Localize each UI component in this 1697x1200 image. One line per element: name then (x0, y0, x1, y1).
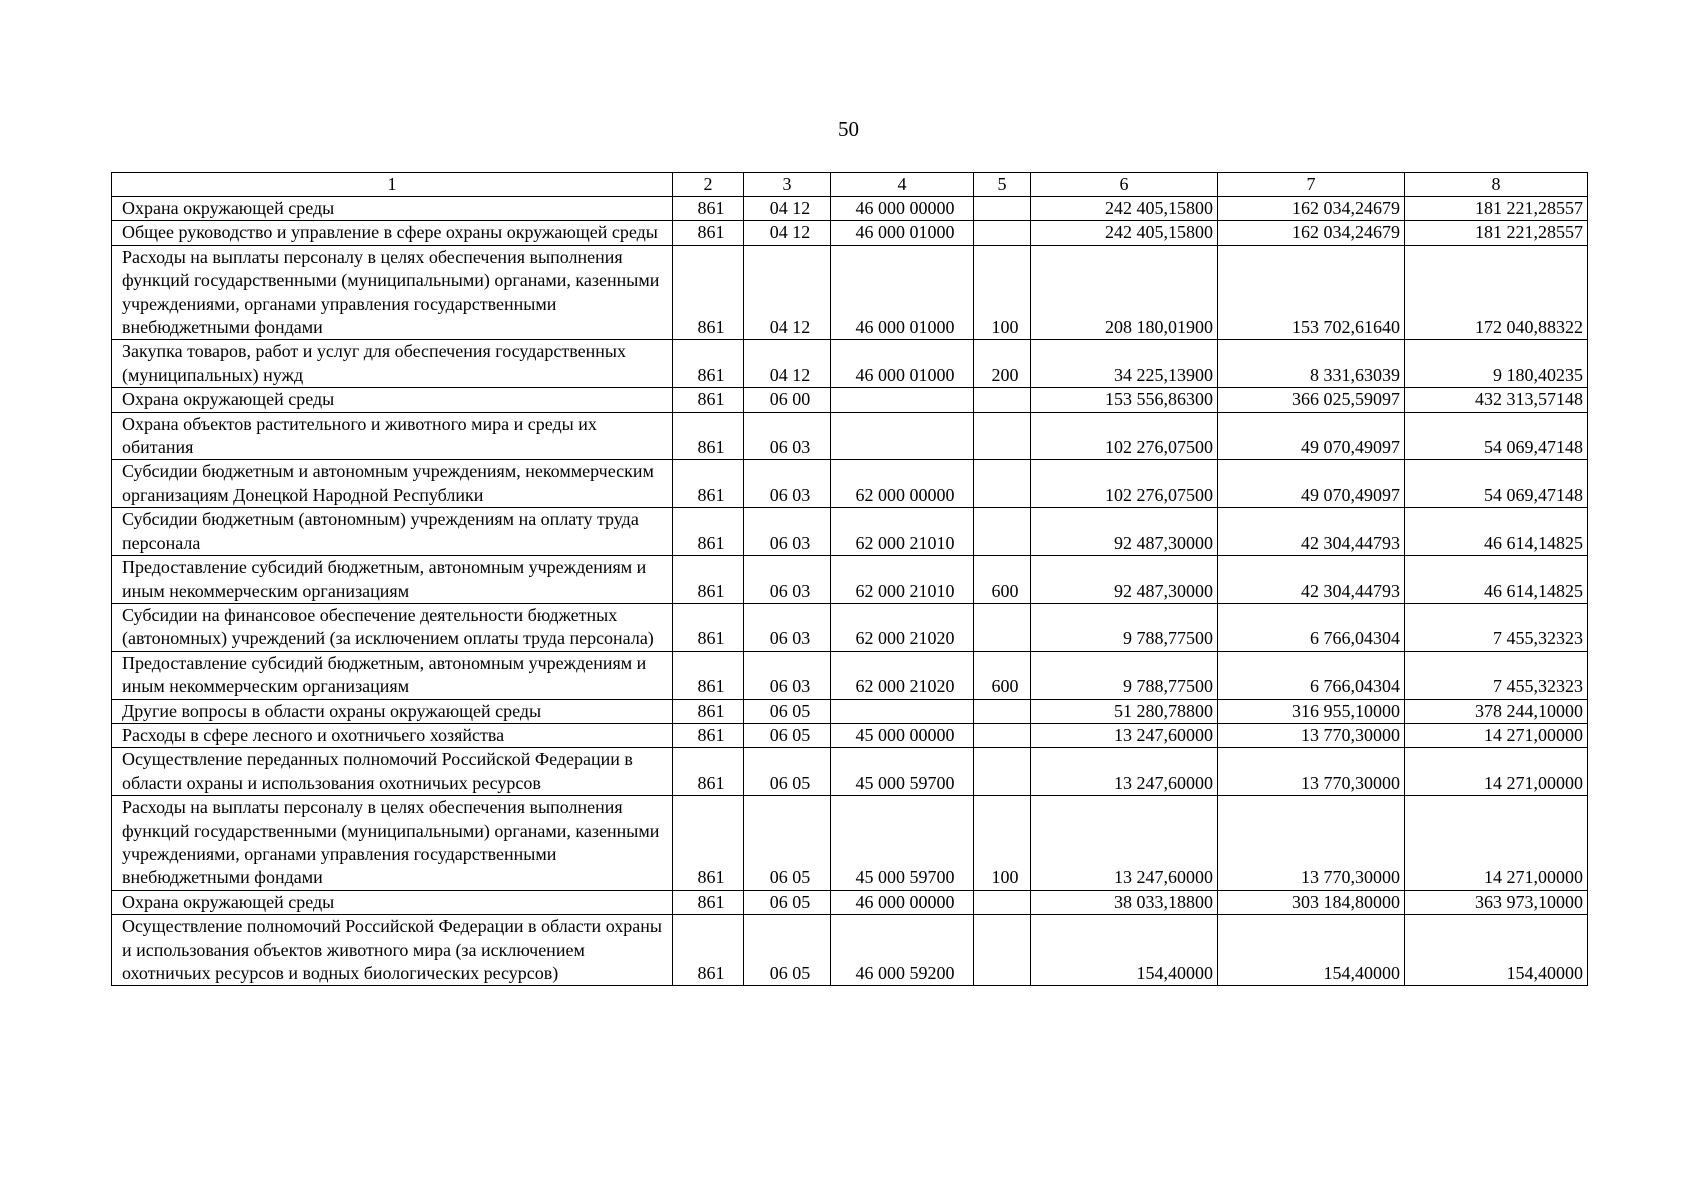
cell-expense-type (974, 412, 1031, 460)
cell-expense-type (974, 603, 1031, 651)
table-row (112, 651, 1588, 699)
cell-name: Субсидии на финансовое обеспечение деятельности бюджетных (автономных) учреждений (за исключением оплаты труда персонала) (112, 603, 673, 651)
cell-amount-7: 366 025,59097 (1218, 388, 1405, 412)
cell-amount-6: 13 247,60000 (1031, 796, 1218, 891)
cell-amount-8: 181 221,28557 (1405, 221, 1588, 245)
cell-amount-7: 316 955,10000 (1218, 699, 1405, 723)
cell-amount-7: 42 304,44793 (1218, 508, 1405, 556)
table-row (112, 197, 1588, 221)
cell-section-code: 06 03 (744, 412, 831, 460)
column-header-2: 2 (673, 173, 744, 197)
cell-expense-type (974, 915, 1031, 986)
cell-amount-6: 13 247,60000 (1031, 723, 1218, 747)
column-header-8: 8 (1405, 173, 1588, 197)
cell-amount-6: 92 487,30000 (1031, 508, 1218, 556)
table-row (112, 890, 1588, 914)
cell-amount-7: 42 304,44793 (1218, 556, 1405, 604)
cell-amount-8: 14 271,00000 (1405, 796, 1588, 891)
cell-section-code: 06 03 (744, 603, 831, 651)
cell-name: Другие вопросы в области охраны окружающей среды (112, 699, 673, 723)
cell-target-article: 62 000 00000 (831, 460, 974, 508)
cell-amount-7: 162 034,24679 (1218, 197, 1405, 221)
cell-section-code: 06 05 (744, 890, 831, 914)
column-header-3: 3 (744, 173, 831, 197)
cell-amount-6: 102 276,07500 (1031, 460, 1218, 508)
cell-section-code: 06 05 (744, 796, 831, 891)
cell-target-article: 45 000 59700 (831, 748, 974, 796)
cell-section-code: 06 05 (744, 699, 831, 723)
cell-expense-type (974, 723, 1031, 747)
cell-ministry-code: 861 (673, 412, 744, 460)
column-header-6: 6 (1031, 173, 1218, 197)
cell-name: Субсидии бюджетным и автономным учреждениям, некоммерческим организациям Донецкой Народной Республики (112, 460, 673, 508)
cell-amount-8: 7 455,32323 (1405, 651, 1588, 699)
cell-target-article: 46 000 01000 (831, 340, 974, 388)
cell-expense-type (974, 197, 1031, 221)
cell-amount-6: 242 405,15800 (1031, 197, 1218, 221)
cell-amount-8: 46 614,14825 (1405, 556, 1588, 604)
cell-expense-type (974, 508, 1031, 556)
cell-name: Закупка товаров, работ и услуг для обеспечения государственных (муниципальных) нужд (112, 340, 673, 388)
cell-amount-7: 49 070,49097 (1218, 412, 1405, 460)
cell-expense-type: 100 (974, 245, 1031, 340)
cell-section-code: 06 05 (744, 915, 831, 986)
cell-amount-8: 172 040,88322 (1405, 245, 1588, 340)
cell-amount-7: 154,40000 (1218, 915, 1405, 986)
cell-amount-6: 154,40000 (1031, 915, 1218, 986)
cell-ministry-code: 861 (673, 699, 744, 723)
cell-amount-6: 51 280,78800 (1031, 699, 1218, 723)
cell-expense-type (974, 221, 1031, 245)
cell-target-article: 62 000 21020 (831, 651, 974, 699)
cell-expense-type: 600 (974, 651, 1031, 699)
cell-target-article: 45 000 59700 (831, 796, 974, 891)
cell-amount-7: 6 766,04304 (1218, 603, 1405, 651)
cell-amount-8: 54 069,47148 (1405, 412, 1588, 460)
cell-ministry-code: 861 (673, 221, 744, 245)
cell-ministry-code: 861 (673, 651, 744, 699)
cell-ministry-code: 861 (673, 796, 744, 891)
table-row (112, 556, 1588, 604)
table-row (112, 748, 1588, 796)
table-body (112, 197, 1588, 986)
cell-amount-8: 154,40000 (1405, 915, 1588, 986)
cell-amount-6: 92 487,30000 (1031, 556, 1218, 604)
column-header-1: 1 (112, 173, 673, 197)
cell-expense-type (974, 388, 1031, 412)
cell-amount-7: 6 766,04304 (1218, 651, 1405, 699)
table-row (112, 460, 1588, 508)
cell-amount-7: 153 702,61640 (1218, 245, 1405, 340)
cell-amount-6: 153 556,86300 (1031, 388, 1218, 412)
cell-expense-type: 600 (974, 556, 1031, 604)
cell-amount-8: 181 221,28557 (1405, 197, 1588, 221)
cell-target-article (831, 699, 974, 723)
table-row (112, 388, 1588, 412)
cell-amount-6: 13 247,60000 (1031, 748, 1218, 796)
cell-amount-6: 242 405,15800 (1031, 221, 1218, 245)
cell-name: Осуществление переданных полномочий Российской Федерации в области охраны и использования охотничьих ресурсов (112, 748, 673, 796)
cell-ministry-code: 861 (673, 340, 744, 388)
cell-target-article: 62 000 21010 (831, 556, 974, 604)
cell-expense-type (974, 890, 1031, 914)
cell-section-code: 04 12 (744, 221, 831, 245)
cell-ministry-code: 861 (673, 508, 744, 556)
cell-amount-7: 162 034,24679 (1218, 221, 1405, 245)
table-row (112, 412, 1588, 460)
cell-ministry-code: 861 (673, 197, 744, 221)
cell-name: Охрана окружающей среды (112, 197, 673, 221)
cell-name: Охрана окружающей среды (112, 890, 673, 914)
cell-name: Осуществление полномочий Российской Федерации в области охраны и использования объектов животного мира (за исключением охотничьих ресурсов и водных биологических ресурсов) (112, 915, 673, 986)
cell-name: Расходы на выплаты персоналу в целях обеспечения выполнения функций государственными (муниципальными) органами, казенными учреждениями, органами управления государственными внебюджетными фондами (112, 796, 673, 891)
cell-section-code: 06 00 (744, 388, 831, 412)
cell-amount-7: 49 070,49097 (1218, 460, 1405, 508)
cell-name: Общее руководство и управление в сфере охраны окружающей среды (112, 221, 673, 245)
cell-amount-7: 13 770,30000 (1218, 748, 1405, 796)
cell-amount-8: 9 180,40235 (1405, 340, 1588, 388)
cell-ministry-code: 861 (673, 748, 744, 796)
cell-amount-6: 208 180,01900 (1031, 245, 1218, 340)
cell-ministry-code: 861 (673, 890, 744, 914)
budget-table (111, 172, 1588, 986)
cell-section-code: 04 12 (744, 340, 831, 388)
cell-amount-8: 46 614,14825 (1405, 508, 1588, 556)
cell-amount-6: 102 276,07500 (1031, 412, 1218, 460)
cell-amount-8: 54 069,47148 (1405, 460, 1588, 508)
cell-amount-7: 303 184,80000 (1218, 890, 1405, 914)
cell-expense-type (974, 748, 1031, 796)
cell-ministry-code: 861 (673, 723, 744, 747)
cell-name: Предоставление субсидий бюджетным, автономным учреждениям и иным некоммерческим организациям (112, 651, 673, 699)
cell-target-article: 45 000 00000 (831, 723, 974, 747)
cell-target-article: 62 000 21020 (831, 603, 974, 651)
cell-amount-7: 13 770,30000 (1218, 796, 1405, 891)
table-row (112, 723, 1588, 747)
cell-target-article: 46 000 01000 (831, 221, 974, 245)
cell-amount-6: 9 788,77500 (1031, 603, 1218, 651)
cell-name: Охрана окружающей среды (112, 388, 673, 412)
table-row (112, 699, 1588, 723)
cell-name: Предоставление субсидий бюджетным, автономным учреждениям и иным некоммерческим организациям (112, 556, 673, 604)
cell-amount-7: 8 331,63039 (1218, 340, 1405, 388)
cell-section-code: 06 03 (744, 651, 831, 699)
cell-expense-type (974, 699, 1031, 723)
cell-amount-8: 363 973,10000 (1405, 890, 1588, 914)
cell-ministry-code: 861 (673, 915, 744, 986)
cell-ministry-code: 861 (673, 460, 744, 508)
table-row (112, 221, 1588, 245)
cell-expense-type: 100 (974, 796, 1031, 891)
cell-section-code: 06 03 (744, 460, 831, 508)
table-row (112, 603, 1588, 651)
column-header-7: 7 (1218, 173, 1405, 197)
cell-section-code: 06 05 (744, 748, 831, 796)
cell-amount-7: 13 770,30000 (1218, 723, 1405, 747)
cell-expense-type (974, 460, 1031, 508)
cell-ministry-code: 861 (673, 603, 744, 651)
header-row (112, 173, 1588, 197)
cell-target-article: 46 000 59200 (831, 915, 974, 986)
cell-amount-6: 38 033,18800 (1031, 890, 1218, 914)
cell-target-article (831, 412, 974, 460)
cell-section-code: 06 03 (744, 556, 831, 604)
table-row (112, 508, 1588, 556)
cell-name: Охрана объектов растительного и животного мира и среды их обитания (112, 412, 673, 460)
table-row (112, 915, 1588, 986)
cell-target-article (831, 388, 974, 412)
cell-amount-8: 7 455,32323 (1405, 603, 1588, 651)
cell-section-code: 06 03 (744, 508, 831, 556)
cell-section-code: 06 05 (744, 723, 831, 747)
cell-section-code: 04 12 (744, 245, 831, 340)
cell-ministry-code: 861 (673, 556, 744, 604)
page-number: 50 (838, 117, 859, 141)
cell-expense-type: 200 (974, 340, 1031, 388)
cell-target-article: 46 000 01000 (831, 245, 974, 340)
cell-name: Расходы в сфере лесного и охотничьего хозяйства (112, 723, 673, 747)
cell-ministry-code: 861 (673, 388, 744, 412)
column-header-4: 4 (831, 173, 974, 197)
cell-amount-6: 9 788,77500 (1031, 651, 1218, 699)
table-row (112, 796, 1588, 891)
cell-target-article: 46 000 00000 (831, 197, 974, 221)
cell-section-code: 04 12 (744, 197, 831, 221)
cell-target-article: 46 000 00000 (831, 890, 974, 914)
cell-amount-8: 432 313,57148 (1405, 388, 1588, 412)
cell-amount-8: 14 271,00000 (1405, 723, 1588, 747)
column-header-5: 5 (974, 173, 1031, 197)
cell-ministry-code: 861 (673, 245, 744, 340)
cell-amount-8: 14 271,00000 (1405, 748, 1588, 796)
cell-name: Расходы на выплаты персоналу в целях обеспечения выполнения функций государственными (муниципальными) органами, казенными учреждениями, органами управления государственными внебюджетными фондами (112, 245, 673, 340)
cell-name: Субсидии бюджетным (автономным) учреждениям на оплату труда персонала (112, 508, 673, 556)
table-row (112, 245, 1588, 340)
cell-amount-8: 378 244,10000 (1405, 699, 1588, 723)
cell-target-article: 62 000 21010 (831, 508, 974, 556)
cell-amount-6: 34 225,13900 (1031, 340, 1218, 388)
table-row (112, 340, 1588, 388)
